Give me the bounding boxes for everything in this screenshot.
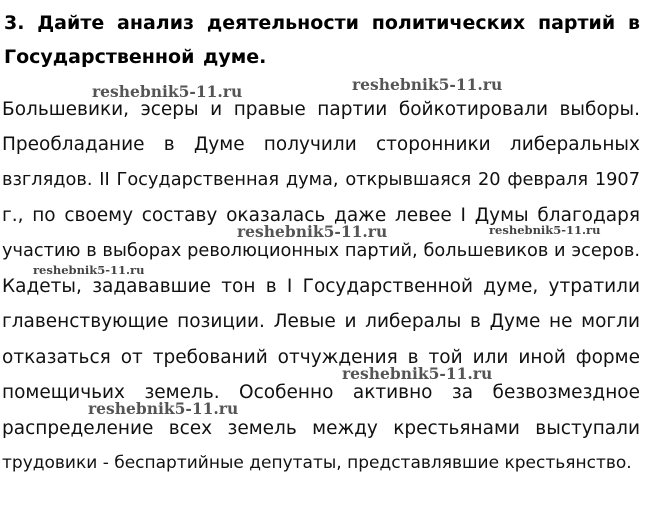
watermark: reshebnik5-11.ru bbox=[92, 82, 243, 101]
watermark: reshebnik5-11.ru bbox=[342, 364, 493, 383]
watermark: reshebnik5-11.ru bbox=[88, 399, 239, 418]
answer-line: отказаться от требований отчуждения в той или иной форме bbox=[2, 346, 640, 368]
answer-line: взглядов. II Государственная дума, открывшаяся 20 февраля 1907 bbox=[2, 169, 640, 190]
answer-line: участию в выборах революционных партий, большевиков и эсеров. bbox=[2, 240, 640, 261]
answer-text bbox=[2, 92, 640, 481]
answer-line: главенствующие позиции. Левые и либералы в Думе не могли bbox=[2, 311, 640, 333]
task-heading-line-1: 3. Дайте анализ деятельности политических партий в bbox=[4, 12, 640, 34]
watermark: reshebnik5-11.ru bbox=[237, 222, 388, 241]
watermark: reshebnik5-11.ru bbox=[33, 263, 145, 277]
answer-line: Кадеты, задававшие тон в I Государственной думе, утратили bbox=[2, 275, 640, 297]
task-heading bbox=[4, 6, 640, 74]
answer-line: Преобладание в Думе получили сторонники либеральных bbox=[2, 134, 640, 156]
answer-line: Большевики, эсеры и правые партии бойкотировали выборы. bbox=[2, 99, 640, 120]
task-heading-line-2: Государственной думе. bbox=[4, 46, 267, 68]
answer-line: распределение всех земель между крестьянами выступали bbox=[2, 417, 640, 439]
answer-line: трудовики - беспартийные депутаты, представлявшие крестьянство. bbox=[2, 452, 632, 473]
watermark: reshebnik5-11.ru bbox=[352, 75, 503, 94]
watermark: reshebnik5-11.ru bbox=[489, 223, 601, 237]
answer-line: г., по своему составу оказалась даже левее I Думы благодаря bbox=[2, 205, 640, 227]
answer-line: помещичьих земель. Особенно активно за безвозмездное bbox=[2, 382, 640, 404]
